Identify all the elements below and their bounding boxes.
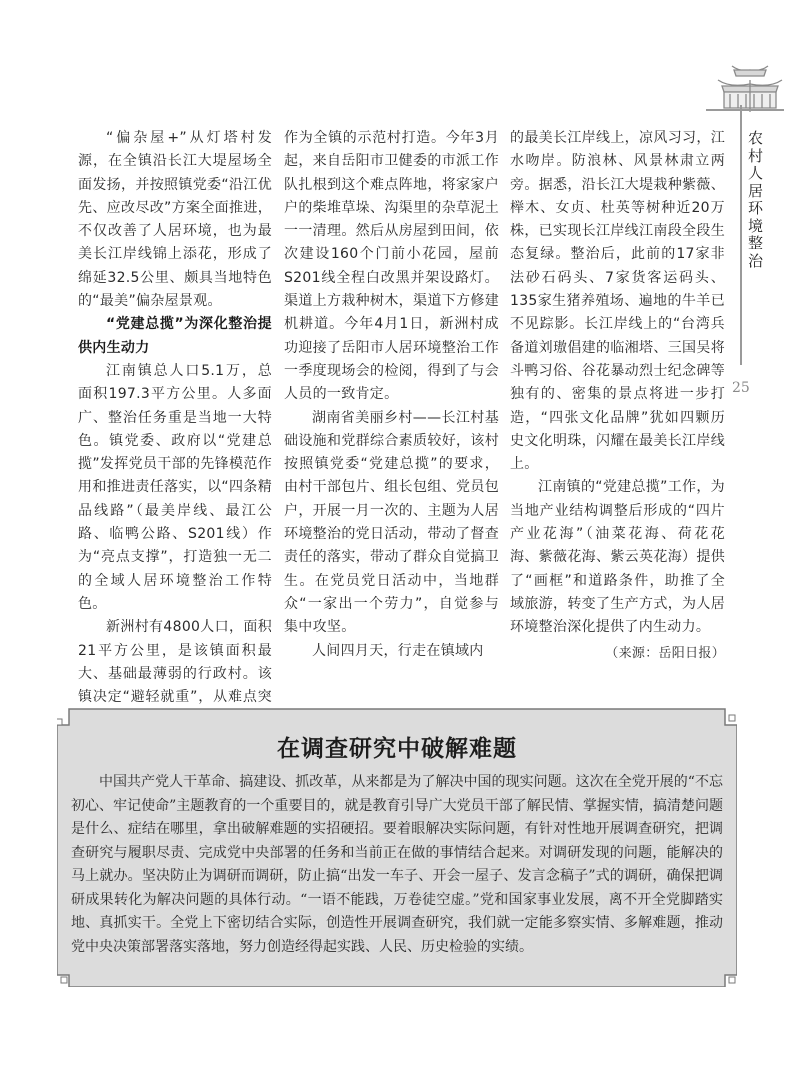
box-title: 在调查研究中破解难题 [277,735,517,762]
paragraph: 新洲村有4800人口，面积21平方公里，是该镇面积最大、基础最薄弱的行政村。该镇决定“避轻就重”，从难点突 [78,619,272,706]
paragraph: 江南镇的“党建总揽”工作，为当地产业结构调整后形成的“四片产业花海”（油菜花海、荷花花海、紫薇花海、紫云英花海）提供了“画框”和道路条件，助推了全域旅游，转变了生产方式，为人居环境整治深化提供了内生动力。 [510,479,725,636]
section-title: 农村人居环境整治 [748,129,764,270]
paragraph: 作为全镇的示范村打造。今年3月起，来自岳阳市卫健委的市派工作队扎根到这个难点阵地，将家家户户的柴堆草垛、沟渠里的杂草泥土一一清理。然后从房屋到田间，依次建设160个门前小花园，屋前S201线全程白改黑并架设路灯。渠道上方栽种树木，渠道下方修建机耕道。今年4月1日，新洲村成功迎接了岳阳市人居环境整治工作一季度现场会的检阅，得到了与会人员的一致肯定。 [284,130,499,403]
paragraph: 中国共产党人干革命、搞建设、抓改革，从来都是为了解决中国的现实问题。这次在全党开展的“不忘初心、牢记使命”主题教育的一个重要目的，就是教育引导广大党员干部了解民情、掌握实情，搞清楚问题是什么、症结在哪里，拿出破解难题的实招硬招。要着眼解决实际问题，有针对性地开展调查研究，把调查研究与履职尽责、完成党中央部署的任务和当前正在做的事情结合起来。对调研发现的问题，能解决的马上就办。坚决防止为调研而调研，防止搞“出发一车子、开会一屋子、发言念稿子”式的调研，确保把调研成果转化为解决问题的具体行动。“一语不能践，万卷徒空虚。”党和国家事业发展，离不开全党脚踏实地、真抓实干。全党上下密切结合实际，创造性开展调查研究，我们就一定能多察实情、多解难题，推动党中央决策部署落实落地，努力创造经得起实践、人民、历史检验的实绩。 [71,774,723,955]
sidebar-divider [740,105,742,365]
article-column-3 [510,127,725,665]
paragraph: 江南镇总人口5.1万，总面积197.3平方公里。人多面广、整治任务重是当地一大特色。镇党委、政府以“党建总揽”发挥党员干部的先锋模范作用和推进责任落实，以“四条精品线路”（最美岸线、最江公路、临鸭公路、S201线）作为“亮点支撑”，打造独一无二的全域人居环境整治工作特色。 [78,362,272,612]
commentary-box [57,705,737,987]
subheading: “党建总揽”为深化整治提供内生动力 [78,316,272,356]
article-column-2 [284,127,499,663]
article-column-1 [78,127,272,733]
paragraph: 人间四月天，行走在镇域内 [312,642,484,659]
paragraph: 的最美长江岸线上，凉风习习，江水吻岸。防浪林、风景林肃立两旁。据悉，沿长江大堤栽种紫薇、榉木、女贞、杜英等树种近20万株，已实现长江岸线江南段全段生态复绿。整治后，此前的17家非法砂石码头、7家货客运码头、135家生猪养殖场、遍地的牛羊已不见踪影。长江岸线上的“台湾兵备道刘璈倡建的临湘塔、三国吴将斗鸭习俗、谷花暴动烈士纪念碑等独有的、密集的景点将进一步打造，“四张文化品牌”犹如四颗历史文化明珠，闪耀在最美长江岸线上。 [510,130,725,473]
paragraph: “偏杂屋+”从灯塔村发源，在全镇沿长江大堤屋场全面发扬，并按照镇党委“沿江优先、应改尽改”方案全面推进，不仅改善了人居环境，也为最美长江岸线锦上添花，形成了绵延32.5公里、颇具当地特色的“最美”偏杂屋景观。 [78,130,272,310]
box-body [71,771,723,959]
source-credit: （来源：岳阳日报） [605,645,725,661]
page-number: 25 [732,380,750,396]
pagoda-icon [710,50,790,112]
header-divider [706,109,784,111]
paragraph: 湖南省美丽乡村——长江村基础设施和党群综合素质较好，该村按照镇党委“党建总揽”的要求，由村干部包片、组长包组、党员包户，开展一月一次的、主题为人居环境整治的党日活动，带动了督查责任的落实，带动了群众自觉搞卫生。在党员党日活动中，当地群众“一家出一个劳力”，自觉参与集中攻坚。 [284,409,499,636]
